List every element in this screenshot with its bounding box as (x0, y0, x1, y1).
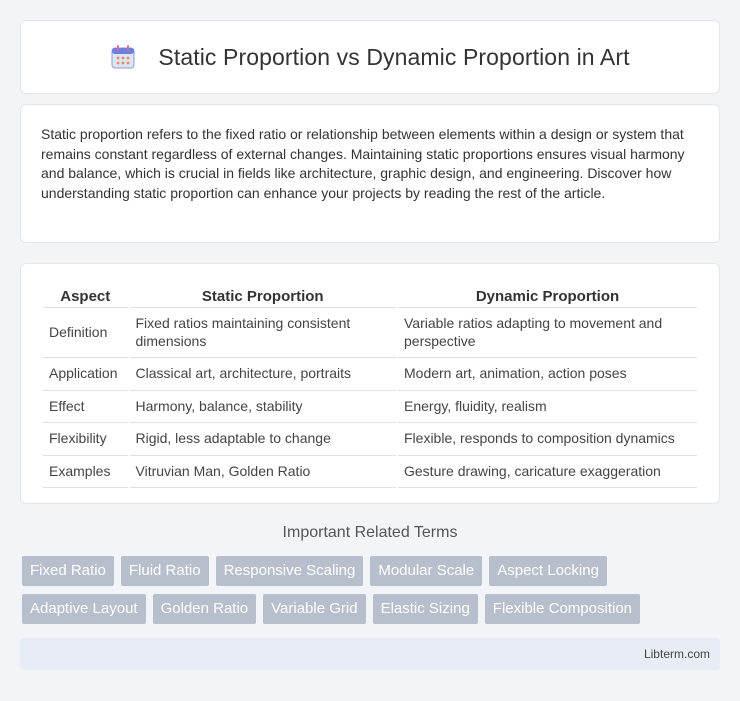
row-dynamic-cell: Flexible, responds to composition dynamics (398, 423, 697, 456)
tag-elastic-sizing[interactable]: Elastic Sizing (373, 594, 478, 624)
tag-fixed-ratio[interactable]: Fixed Ratio (22, 556, 114, 586)
row-aspect-cell: Examples (43, 456, 128, 489)
table-row (43, 391, 697, 424)
table-header-row (43, 284, 697, 308)
tag-row (22, 556, 722, 586)
table-row (43, 456, 697, 489)
tag-flexible-composition[interactable]: Flexible Composition (485, 594, 640, 624)
calendar-icon (110, 44, 136, 70)
comparison-table (41, 284, 699, 488)
row-aspect-cell: Application (43, 358, 128, 391)
column-header-dynamic: Dynamic Proportion (398, 284, 697, 308)
related-terms-title: Important Related Terms (282, 524, 458, 541)
row-dynamic-cell: Energy, fluidity, realism (398, 391, 697, 424)
intro-paragraph: Static proportion refers to the fixed ratio or relationship between elements within a design or system that remains constant regardless of external changes. Maintaining static proportions ensures visual harmony and balance, which is crucial in fields like architecture, graphic design, and engineering. Discover how understanding static proportion can enhance your projects by reading the rest of the article. (41, 126, 685, 201)
row-dynamic-cell: Variable ratios adapting to movement and perspective (398, 308, 697, 358)
table-row (43, 423, 697, 456)
row-static-cell: Harmony, balance, stability (130, 391, 397, 424)
table-row (43, 358, 697, 391)
tag-golden-ratio[interactable]: Golden Ratio (153, 594, 257, 624)
header-card (20, 20, 720, 94)
tag-row (22, 594, 722, 624)
row-static-cell: Fixed ratios maintaining consistent dimensions (130, 308, 397, 358)
comparison-table-card (20, 263, 720, 504)
row-static-cell: Classical art, architecture, portraits (130, 358, 397, 391)
tag-variable-grid[interactable]: Variable Grid (263, 594, 365, 624)
column-header-static: Static Proportion (130, 284, 397, 308)
row-aspect-cell: Definition (43, 308, 128, 358)
row-dynamic-cell: Modern art, animation, action poses (398, 358, 697, 391)
tag-fluid-ratio[interactable]: Fluid Ratio (121, 556, 209, 586)
tag-aspect-locking[interactable]: Aspect Locking (489, 556, 607, 586)
table-row (43, 308, 697, 358)
tag-modular-scale[interactable]: Modular Scale (370, 556, 482, 586)
row-dynamic-cell: Gesture drawing, caricature exaggeration (398, 456, 697, 489)
tag-responsive-scaling[interactable]: Responsive Scaling (216, 556, 364, 586)
row-static-cell: Vitruvian Man, Golden Ratio (130, 456, 397, 489)
page-title: Static Proportion vs Dynamic Proportion in Art (158, 43, 630, 70)
related-terms-tags (22, 556, 722, 632)
column-header-aspect: Aspect (43, 284, 128, 308)
row-aspect-cell: Flexibility (43, 423, 128, 456)
row-static-cell: Rigid, less adaptable to change (130, 423, 397, 456)
row-aspect-cell: Effect (43, 391, 128, 424)
tag-adaptive-layout[interactable]: Adaptive Layout (22, 594, 146, 624)
footer (20, 638, 720, 670)
footer-site-link[interactable]: Libterm.com (643, 647, 710, 661)
intro-card (20, 104, 720, 243)
